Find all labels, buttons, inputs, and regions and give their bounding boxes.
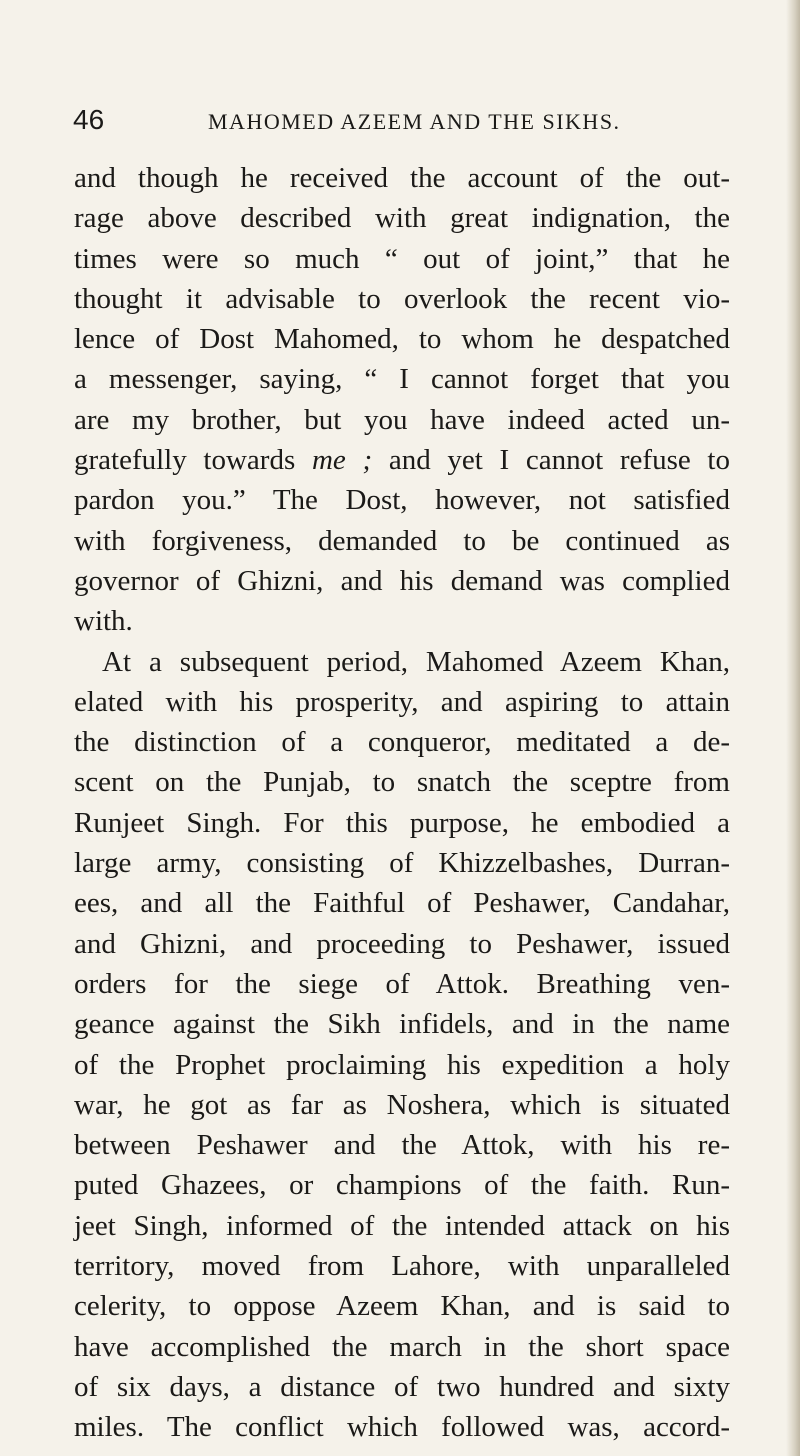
page-number: 46 (73, 104, 105, 135)
text-line: lence of Dost Mahomed, to whom he despatched (74, 323, 730, 356)
text-line: the distinction of a conqueror, meditated a de- (74, 726, 730, 759)
text-line: orders for the siege of Attok. Breathing ven- (74, 967, 730, 1000)
text-line: large army, consisting of Khizzelbashes, Durran- (74, 847, 730, 880)
paragraph-2 (74, 642, 730, 1448)
text-line: elated with his prosperity, and aspiring to attain (74, 685, 730, 718)
text-line: celerity, to oppose Azeem Khan, and is said to (74, 1290, 730, 1323)
body-text (74, 158, 730, 1448)
text-line (74, 440, 730, 480)
text-line: jeet Singh, informed of the intended attack on his (74, 1209, 730, 1242)
text-line: Runjeet Singh. For this purpose, he embodied a (74, 806, 730, 839)
text-line: and Ghizni, and proceeding to Peshawer, issued (74, 927, 730, 960)
text-line: have accomplished the march in the short space (74, 1330, 730, 1363)
text-line: geance against the Sikh infidels, and in the name (74, 1008, 730, 1041)
text-line: times were so much “ out of joint,” that he (74, 242, 730, 275)
text-line: scent on the Punjab, to snatch the sceptre from (74, 766, 730, 799)
text-line: pardon you.” The Dost, however, not satisfied (74, 484, 730, 517)
text-line: and though he received the account of the out- (74, 162, 730, 194)
text-line: war, he got as far as Noshera, which is situated (74, 1088, 730, 1121)
text-line: miles. The conflict which followed was, accord- (74, 1411, 730, 1444)
text-line: ees, and all the Faithful of Peshawer, Candahar, (74, 887, 730, 920)
running-head (73, 102, 713, 142)
paragraph-1 (74, 158, 730, 642)
text-line: thought it advisable to overlook the recent vio- (74, 282, 730, 315)
text-fragment: and yet I cannot refuse to (388, 444, 730, 477)
italic-emphasis: me ; (311, 444, 373, 477)
text-line: with. (74, 605, 133, 638)
text-line: are my brother, but you have indeed acted un- (74, 403, 730, 436)
text-line: with forgiveness, demanded to be continued as (74, 524, 730, 557)
running-title: MAHOMED AZEEM AND THE SIKHS. (208, 109, 621, 134)
page-edge-shadow (786, 0, 800, 1456)
text-line: between Peshawer and the Attok, with his re- (74, 1129, 730, 1162)
text-line: rage above described with great indignation, the (74, 202, 730, 235)
text-fragment: gratefully towards (74, 444, 296, 477)
text-line: of six days, a distance of two hundred and sixty (74, 1370, 730, 1403)
text-line: governor of Ghizni, and his demand was complied (74, 564, 730, 597)
text-line: puted Ghazees, or champions of the faith. Run- (74, 1169, 730, 1202)
text-line: of the Prophet proclaiming his expedition a holy (74, 1048, 730, 1081)
text-line: a messenger, saying, “ I cannot forget that you (74, 363, 730, 396)
text-line: territory, moved from Lahore, with unparalleled (74, 1250, 730, 1283)
text-line: At a subsequent period, Mahomed Azeem Khan, (102, 645, 730, 678)
